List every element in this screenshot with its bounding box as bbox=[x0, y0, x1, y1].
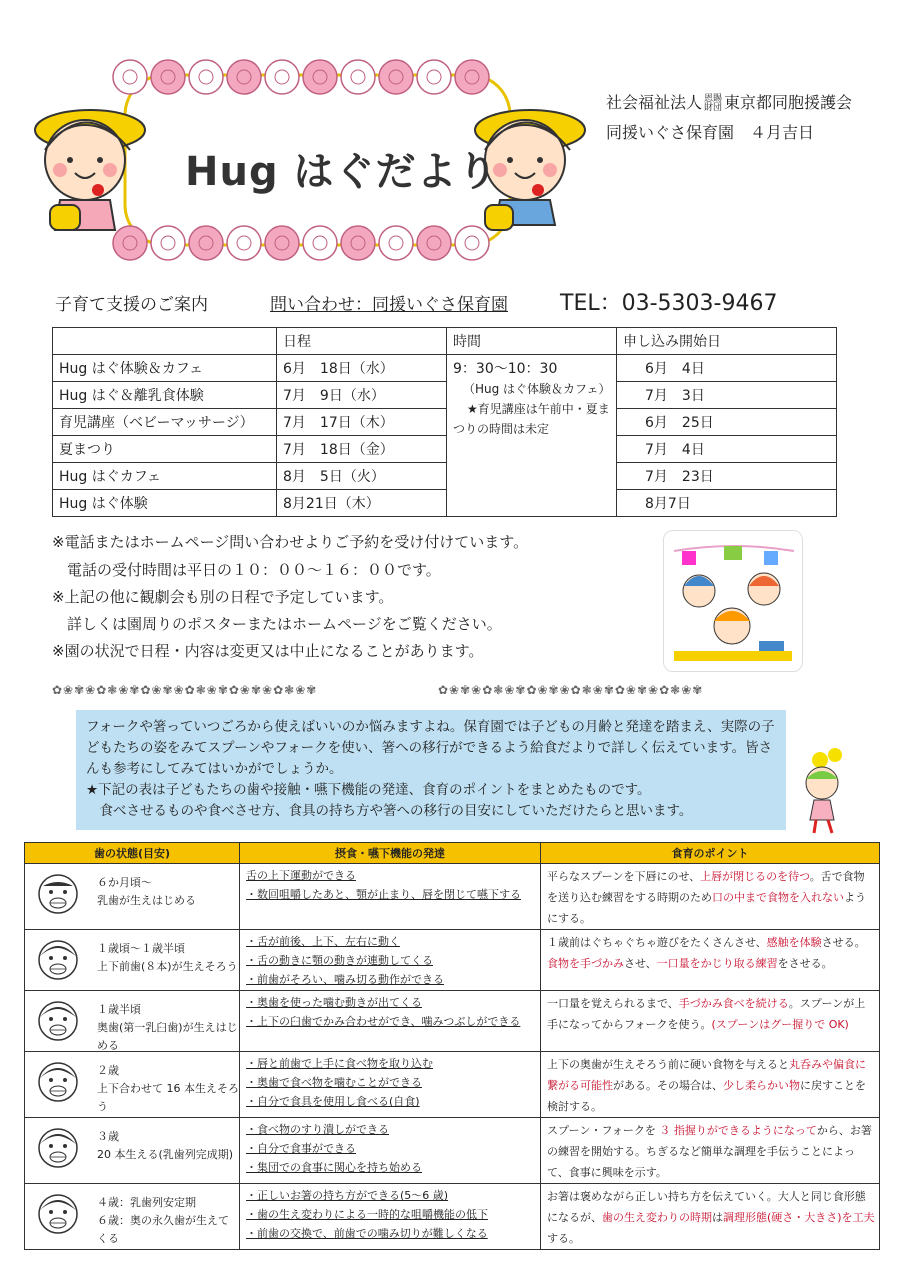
tip-text: がある。その場合は、 bbox=[613, 1079, 723, 1092]
note-line: ※園の状況で日程・内容は変更又は中止になることがあります。 bbox=[52, 642, 484, 660]
event-name: Hug はぐ＆離乳食体験 bbox=[53, 382, 277, 409]
newsletter-title: Hug はぐだより bbox=[185, 149, 499, 195]
development-item: ・前歯がそろい、噛み切る動作ができる bbox=[246, 973, 444, 986]
child-face-icon bbox=[35, 1124, 81, 1170]
tip-text: 。舌で食物を送り込む練習をする時期のため bbox=[547, 870, 865, 904]
highlight-text: 手づかみ食べを続ける bbox=[678, 997, 789, 1010]
food-education-tip-cell bbox=[541, 930, 880, 991]
rose-icon bbox=[151, 226, 185, 260]
apply-start: 6月 4日 bbox=[617, 355, 837, 382]
development-item: ・自分で食事ができる bbox=[246, 1142, 356, 1155]
org-type: 社会福祉法人 bbox=[606, 93, 703, 112]
tooth-stage-cell bbox=[25, 930, 240, 991]
tip-text: 。スプーンが上手になってからフォークを使う。 bbox=[547, 997, 866, 1031]
tip-text: ようにする。 bbox=[547, 891, 866, 925]
stage-age: ２歳 bbox=[97, 1064, 119, 1077]
highlight-text: 一口量をかじり取る練習 bbox=[656, 957, 778, 970]
contact-line bbox=[55, 290, 875, 315]
phone-number[interactable]: TEL：03-5303-9467 bbox=[560, 291, 778, 316]
table-row bbox=[25, 1052, 880, 1118]
highlight-text: (スプーンはグー握りで OK) bbox=[711, 1018, 849, 1031]
development-item: ・集団での食事に関心を持ち始める bbox=[246, 1161, 422, 1174]
highlight-text: 少し柔らかい物 bbox=[723, 1079, 800, 1092]
food-education-tip-cell bbox=[541, 864, 880, 930]
tooth-stage-cell bbox=[25, 1118, 240, 1184]
event-date: 7月 17日（木） bbox=[277, 409, 447, 436]
development-item: ・歯の生え変わりによる一時的な咀嚼機能の低下 bbox=[246, 1208, 488, 1221]
tip-text: は bbox=[712, 1211, 723, 1224]
development-item: ・奥歯で食べ物を噛むことができる bbox=[246, 1076, 422, 1089]
development-item: ・上下の臼歯でかみ合わせができ、噛みつぶしができる bbox=[246, 1015, 521, 1028]
event-name: 育児講座（ベビーマッサージ） bbox=[53, 409, 277, 436]
development-table bbox=[24, 842, 880, 1250]
table-row bbox=[53, 490, 837, 517]
event-name: Hug はぐカフェ bbox=[53, 463, 277, 490]
stage-teeth: 20 本生える(乳歯列完成期) bbox=[97, 1148, 234, 1161]
highlight-text: 丸呑みや偏食に繋がる可能性 bbox=[547, 1058, 866, 1092]
highlight-text: 口の中まで食物を入れない bbox=[712, 891, 844, 904]
event-date: 6月 18日（水） bbox=[277, 355, 447, 382]
highlight-text: 感触を体験 bbox=[766, 936, 822, 949]
rose-icon bbox=[379, 60, 413, 94]
info-paragraph: ★下記の表は子どもたちの歯や接触・嚥下機能の発達、食育のポイントをまとめたものです。 bbox=[86, 782, 651, 798]
section-heading: 子育て支援のご案内 bbox=[55, 295, 208, 315]
swallowing-development-cell bbox=[240, 991, 541, 1052]
rose-icon bbox=[417, 226, 451, 260]
child-face-icon bbox=[35, 870, 81, 916]
highlight-text: 上唇が閉じるのを待つ bbox=[700, 870, 810, 883]
development-item: ・食べ物のすり潰しができる bbox=[246, 1123, 389, 1136]
table-row bbox=[25, 864, 880, 930]
highlight-text: ３ 指握りができるようになって bbox=[659, 1124, 817, 1137]
note-line: ※電話またはホームページ問い合わせよりご予約を受け付けています。 bbox=[52, 533, 529, 551]
tip-text: 平らなスプーンを下唇にのせ、 bbox=[547, 870, 701, 883]
stage-age: ３歳 bbox=[97, 1130, 119, 1143]
table-row bbox=[25, 930, 880, 991]
org-name: 東京都同胞援護会 bbox=[724, 93, 853, 112]
apply-start: 7月 3日 bbox=[617, 382, 837, 409]
stage-teeth: ６歳：奥の永久歯が生えてくる bbox=[97, 1214, 229, 1245]
note-line: 電話の受付時間は平日の１０：００〜１６：００です。 bbox=[52, 561, 441, 579]
tooth-stage-cell bbox=[25, 864, 240, 930]
food-education-tip-cell bbox=[541, 1184, 880, 1250]
stage-age: ４歳：乳歯列安定期 bbox=[97, 1196, 196, 1209]
food-education-tip-cell bbox=[541, 1052, 880, 1118]
child-face-icon bbox=[35, 1190, 81, 1236]
event-name: Hug はぐ体験＆カフェ bbox=[53, 355, 277, 382]
time-note: つりの時間は未定 bbox=[453, 422, 550, 436]
stage-teeth: 乳歯が生えはじめる bbox=[97, 894, 196, 907]
event-date: 7月 9日（水） bbox=[277, 382, 447, 409]
table-row bbox=[53, 382, 837, 409]
stage-age: １歳頃〜１歳半頃 bbox=[97, 942, 185, 955]
table-row bbox=[25, 1118, 880, 1184]
tip-text: 一口量を覚えられるまで、 bbox=[547, 997, 679, 1010]
development-item: ・数回咀嚼したあと、顎が止まり、唇を閉じて嚥下する bbox=[246, 888, 521, 901]
tip-text: 上下の奥歯が生えそろう前に硬い食物を与えると bbox=[547, 1058, 789, 1071]
child-face-icon bbox=[35, 936, 81, 982]
tip-text: １歳前はぐちゃぐちゃ遊びをたくさんさせ、 bbox=[547, 936, 767, 949]
rose-icon bbox=[113, 226, 147, 260]
development-item: ・自分で食具を使用し食べる(自食) bbox=[246, 1095, 420, 1108]
schedule-table bbox=[52, 327, 837, 517]
rose-icon bbox=[379, 226, 413, 260]
header-cell: 時間 bbox=[447, 328, 617, 355]
dev-header-row bbox=[25, 843, 880, 864]
rose-icon bbox=[303, 226, 337, 260]
development-item: 舌の上下運動ができる bbox=[246, 869, 356, 882]
table-row bbox=[53, 355, 837, 382]
development-item: ・正しいお箸の持ち方ができる(5〜6 歳) bbox=[246, 1189, 449, 1202]
info-paragraph: 食べさせるものや食べさせ方、食具の持ち方や箸への移行の目安にしていただけたらと思います。 bbox=[86, 803, 693, 819]
girl-with-flower-illustration bbox=[790, 745, 865, 835]
rose-icon bbox=[455, 226, 489, 260]
time-note: ★育児講座は午前中・夏ま bbox=[467, 402, 610, 416]
event-date: 8月 5日（火） bbox=[277, 463, 447, 490]
rose-icon bbox=[227, 226, 261, 260]
apply-start: 6月 25日 bbox=[617, 409, 837, 436]
apply-start: 8月7日 bbox=[617, 490, 837, 517]
swallowing-development-cell bbox=[240, 930, 541, 991]
header-cell: 歯の状態(目安) bbox=[25, 843, 240, 864]
development-item: ・奥歯を使った噛む動きが出てくる bbox=[246, 996, 422, 1009]
info-paragraph: フォークや箸っていつごろから使えばいいのか悩みますよね。保育園では子どもの月齢と発達を踏まえ、実際の子どもたちの姿をみてスプーンやフォークを使い、箸への移行ができるよう給食だよりで詳しく伝えています。皆さんも参考にしてみてはいかがでしょうか。 bbox=[86, 719, 775, 777]
table-row bbox=[53, 409, 837, 436]
child-face-icon bbox=[35, 997, 81, 1043]
tip-text: スプーン・フォークを bbox=[547, 1124, 660, 1137]
table-row bbox=[53, 463, 837, 490]
development-item: ・唇と前歯で上手に食べ物を取り込む bbox=[246, 1057, 433, 1070]
table-row bbox=[25, 991, 880, 1052]
rose-icon bbox=[455, 60, 489, 94]
header-cell bbox=[53, 328, 277, 355]
rose-icon bbox=[303, 60, 337, 94]
organization-name bbox=[606, 90, 852, 113]
stage-teeth: 上下前歯(８本)が生えそろう bbox=[97, 960, 238, 973]
rose-icon bbox=[341, 226, 375, 260]
apply-start: 7月 4日 bbox=[617, 436, 837, 463]
swallowing-development-cell bbox=[240, 1184, 541, 1250]
flower-divider-left: ✿❀✾❀✿❃❀✾✿❀✾❀✿❃❀✾✿❀✾❀✿❃❀✾ bbox=[52, 683, 318, 697]
apply-start: 7月 23日 bbox=[617, 463, 837, 490]
table-row bbox=[25, 1184, 880, 1250]
tip-text: させ、 bbox=[624, 957, 657, 970]
food-education-tip-cell bbox=[541, 991, 880, 1052]
stage-age: ６か月頃〜 bbox=[97, 876, 152, 889]
header-cell: 摂食・嚥下機能の発達 bbox=[240, 843, 541, 864]
tooth-stage-cell bbox=[25, 1184, 240, 1250]
stage-teeth: 上下合わせて 16 本生えそろう bbox=[97, 1082, 239, 1113]
development-item: ・前歯の交換で、前歯での噛み切りが難しくなる bbox=[246, 1227, 488, 1240]
stage-teeth: 奥歯(第一乳臼歯)が生えはじめる bbox=[97, 1021, 238, 1052]
header-cell: 食育のポイント bbox=[541, 843, 880, 864]
tip-text: させる。 bbox=[821, 936, 866, 949]
tip-text: をさせる。 bbox=[777, 957, 833, 970]
inquiry-label: 問い合わせ：同援いぐさ保育園 bbox=[270, 295, 508, 315]
rose-icon bbox=[151, 60, 185, 94]
flower-divider-right: ✿❀✾❀✿❃❀✾✿❀✾❀✿❃❀✾✿❀✾❀✿❃❀✾ bbox=[438, 683, 704, 697]
header-cell: 日程 bbox=[277, 328, 447, 355]
highlight-text: 歯の生え変わりの時期 bbox=[602, 1211, 712, 1224]
rose-icon bbox=[189, 60, 223, 94]
food-education-tip-cell bbox=[541, 1118, 880, 1184]
event-date: 8月21日（木） bbox=[277, 490, 447, 517]
note-line: 詳しくは園周りのポスターまたはホームページをご覧ください。 bbox=[52, 615, 502, 633]
stage-age: １歳半頃 bbox=[97, 1003, 141, 1016]
tip-text: する。 bbox=[547, 1232, 580, 1245]
children-playing-illustration bbox=[663, 530, 803, 672]
table-row bbox=[53, 436, 837, 463]
rose-icon bbox=[265, 226, 299, 260]
schedule-header-row bbox=[53, 328, 837, 355]
info-box bbox=[76, 710, 786, 830]
development-item: ・舌の動きに顎の動きが連動してくる bbox=[246, 954, 433, 967]
time-cell bbox=[447, 355, 617, 517]
swallowing-development-cell bbox=[240, 864, 541, 930]
rose-icon bbox=[113, 60, 147, 94]
tooth-stage-cell bbox=[25, 991, 240, 1052]
header-cell: 申し込み開始日 bbox=[617, 328, 837, 355]
rose-icon bbox=[265, 60, 299, 94]
event-name: Hug はぐ体験 bbox=[53, 490, 277, 517]
note-line: ※上記の他に観劇会も別の日程で予定しています。 bbox=[52, 588, 394, 606]
org-foundation-mark: 恩賜 財団 bbox=[704, 93, 723, 113]
tip-text: お箸は褒めながら正しい持ち方を伝えていく。大人と同じ食形態になるが、 bbox=[547, 1190, 866, 1224]
highlight-text: 食物を手づかみ bbox=[547, 957, 624, 970]
tip-text: に戻すことを検討する。 bbox=[547, 1079, 866, 1113]
nursery-and-date: 同援いぐさ保育園 ４月吉日 bbox=[606, 123, 815, 142]
rose-icon bbox=[227, 60, 261, 94]
development-item: ・舌が前後、上下、左右に動く bbox=[246, 935, 400, 948]
rose-icon bbox=[189, 226, 223, 260]
event-name: 夏まつり bbox=[53, 436, 277, 463]
time-sub: （Hug はぐ体験＆カフェ） bbox=[463, 382, 611, 396]
highlight-text: 調理形態(硬さ・大きさ)を工夫 bbox=[723, 1211, 875, 1224]
time-main: 9：30〜10：30 bbox=[453, 361, 558, 377]
child-face-icon bbox=[35, 1058, 81, 1104]
swallowing-development-cell bbox=[240, 1052, 541, 1118]
tooth-stage-cell bbox=[25, 1052, 240, 1118]
rose-icon bbox=[417, 60, 451, 94]
rose-icon bbox=[341, 60, 375, 94]
tip-text: から、お箸の練習を開始する。ちぎるなど簡単な調理を手伝うことによって、食事に興味を示す。 bbox=[547, 1124, 872, 1179]
event-date: 7月 18日（金） bbox=[277, 436, 447, 463]
swallowing-development-cell bbox=[240, 1118, 541, 1184]
